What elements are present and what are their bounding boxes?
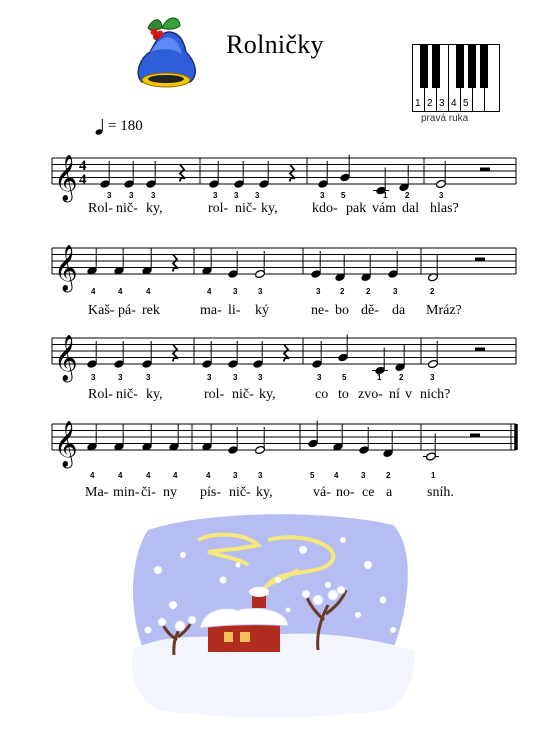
lyric-syllable: ce [362, 485, 375, 500]
piano-finger-3: 3 [439, 98, 445, 109]
winter-cottage-illustration [128, 510, 418, 720]
fingering-number: 3 [361, 471, 366, 480]
piano-keyboard-icon [412, 44, 500, 112]
lyric-syllable: dě- [361, 303, 379, 318]
lyric-syllable: da [392, 303, 406, 318]
treble-clef-icon: 𝄞 [54, 421, 78, 467]
lyric-syllable: ny [163, 485, 177, 500]
fingering-number: 4 [173, 471, 178, 480]
fingering-number: 3 [316, 287, 321, 296]
fingering-number: 3 [151, 191, 156, 200]
music-system-2 [0, 226, 550, 321]
lyric-syllable: min- [113, 485, 140, 500]
fingering-number: 3 [233, 373, 238, 382]
quarter-rest [284, 345, 289, 362]
fingering-number: 4 [90, 471, 95, 480]
lyric-syllable: pá- [118, 303, 136, 318]
fingering-number: 4 [206, 471, 211, 480]
fingering-number: 3 [91, 373, 96, 382]
music-system-4 [0, 402, 550, 502]
lyric-syllable: ky, [146, 387, 163, 402]
lyric-syllable: dal [402, 201, 420, 216]
piano-finger-4: 4 [451, 98, 457, 109]
piano-finger-2: 2 [427, 98, 433, 109]
lyric-syllable: nič- [116, 387, 138, 402]
fingering-number: 4 [146, 287, 151, 296]
lyric-syllable: ma- [200, 303, 222, 318]
fingering-number: 3 [233, 287, 238, 296]
lyric-syllable: kdo- [312, 201, 338, 216]
lyric-syllable: Rol- [88, 201, 113, 216]
tempo-marking [95, 118, 143, 135]
fingering-number: 3 [317, 373, 322, 382]
quarter-rest [180, 165, 185, 182]
lyric-syllable: a [386, 485, 393, 500]
fingering-number: 3 [258, 287, 263, 296]
fingering-number: 3 [255, 191, 260, 200]
fingering-number: 3 [439, 191, 444, 200]
lyric-syllable: bo [335, 303, 349, 318]
fingering-number: 4 [207, 287, 212, 296]
fingering-number: 4 [146, 471, 151, 480]
lyric-syllable: zvo- [358, 387, 383, 402]
lyric-syllable: Rol- [88, 387, 113, 402]
fingering-number: 1 [383, 191, 388, 200]
fingering-number: 3 [129, 191, 134, 200]
lyric-syllable: Kaš- [88, 303, 115, 318]
lyric-syllable: nič- [229, 485, 251, 500]
half-rest [475, 348, 485, 352]
treble-clef-icon: 𝄞 [54, 335, 78, 381]
lyric-syllable: nič- [235, 201, 257, 216]
lyric-syllable: rek [142, 303, 160, 318]
lyric-syllable: nič- [232, 387, 254, 402]
lyric-syllable: Mráz? [426, 303, 462, 318]
song-title: Rolničky [226, 30, 324, 59]
fingering-number: 3 [234, 191, 239, 200]
lyric-syllable: rol- [208, 201, 229, 216]
music-system-1 [0, 140, 550, 225]
lyric-syllable: ky, [256, 485, 273, 500]
lyric-syllable: ní [389, 387, 400, 402]
fingering-number: 2 [399, 373, 404, 382]
treble-clef-icon: 𝄞 [54, 245, 78, 291]
lyric-syllable: ky, [259, 387, 276, 402]
fingering-number: 3 [213, 191, 218, 200]
lyric-syllable: rol- [204, 387, 225, 402]
lyric-syllable: sníh. [427, 485, 454, 500]
quarter-rest [173, 255, 178, 272]
lyric-syllable: li- [228, 303, 241, 318]
fingering-number: 4 [91, 287, 96, 296]
lyric-syllable: co [315, 387, 329, 402]
fingering-number: 3 [107, 191, 112, 200]
piano-finger-5: 5 [463, 98, 469, 109]
fingering-number: 1 [377, 373, 382, 382]
lyric-syllable: ne- [311, 303, 329, 318]
quarter-rest [173, 345, 178, 362]
fingering-number: 3 [320, 191, 325, 200]
fingering-number: 3 [118, 373, 123, 382]
lyric-syllable: ký [255, 303, 269, 318]
hand-label: pravá ruka [421, 113, 469, 124]
lyric-syllable: no- [336, 485, 355, 500]
quarter-note-icon [95, 119, 105, 135]
piano-finger-1: 1 [415, 98, 421, 109]
lyric-syllable: v [405, 387, 412, 402]
time-signature-top: 4 [79, 158, 87, 174]
lyric-syllable: hlas? [430, 201, 459, 216]
fingering-number: 4 [334, 471, 339, 480]
fingering-number: 2 [405, 191, 410, 200]
lyric-syllable: pak [346, 201, 367, 216]
fingering-number: 5 [342, 373, 347, 382]
fingering-number: 5 [310, 471, 315, 480]
fingering-number: 4 [118, 471, 123, 480]
quarter-rest [290, 165, 295, 182]
fingering-number: 5 [341, 191, 346, 200]
lyric-syllable: nič- [116, 201, 138, 216]
time-signature-bottom: 4 [79, 172, 87, 188]
lyric-syllable: či- [141, 485, 156, 500]
music-system-3 [0, 318, 550, 408]
fingering-number: 3 [207, 373, 212, 382]
lyric-syllable: vám [372, 201, 397, 216]
half-rest [475, 258, 485, 262]
tempo-value: = 180 [108, 118, 143, 134]
fingering-number: 3 [430, 373, 435, 382]
lyric-syllable: ky, [261, 201, 278, 216]
fingering-number: 3 [258, 471, 263, 480]
fingering-number: 4 [118, 287, 123, 296]
half-rest [470, 434, 480, 438]
lyric-syllable: vá- [313, 485, 331, 500]
lyric-syllable: Ma- [85, 485, 109, 500]
fingering-number: 2 [430, 287, 435, 296]
fingering-number: 2 [366, 287, 371, 296]
lyric-syllable: nich? [420, 387, 451, 402]
treble-clef-icon: 𝄞 [54, 155, 78, 201]
fingering-number: 3 [146, 373, 151, 382]
fingering-number: 3 [393, 287, 398, 296]
lyric-syllable: to [338, 387, 349, 402]
fingering-number: 3 [258, 373, 263, 382]
lyric-syllable: pís- [200, 485, 221, 500]
lyric-syllable: ky, [146, 201, 163, 216]
fingering-number: 2 [386, 471, 391, 480]
half-rest [480, 168, 490, 172]
fingering-number: 1 [431, 471, 436, 480]
fingering-number: 2 [340, 287, 345, 296]
fingering-number: 3 [233, 471, 238, 480]
